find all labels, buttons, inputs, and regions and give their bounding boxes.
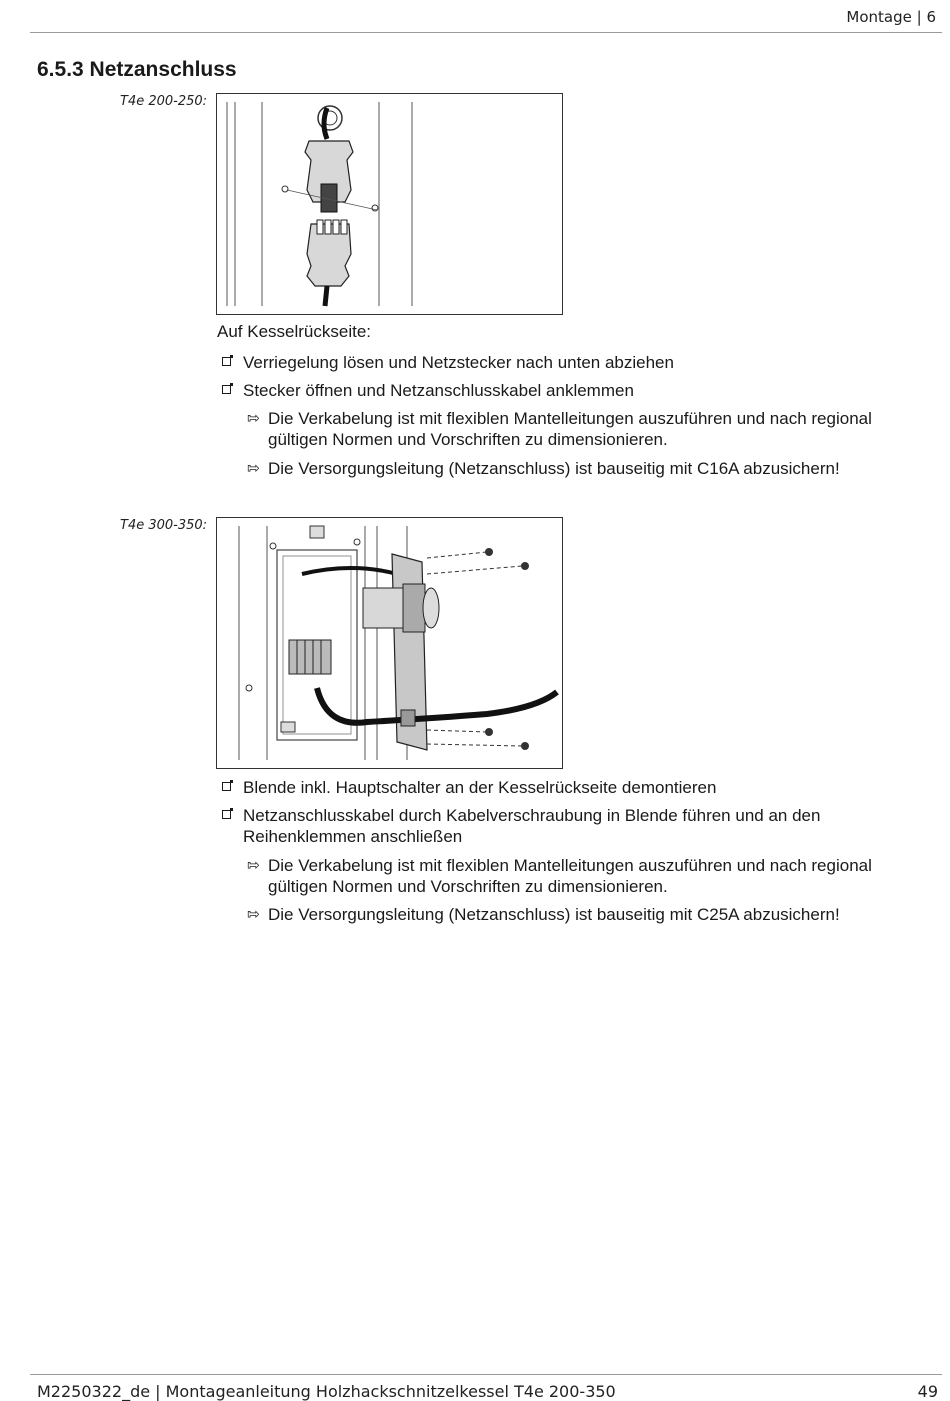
- checkbox-icon: [222, 357, 231, 366]
- result-text: Die Verkabelung ist mit flexiblen Mantelleitungen auszuführen und nach regional gültigen Normen und Vorschriften zu dimensionieren.: [268, 856, 872, 896]
- figure1-connector-illustration: [216, 93, 563, 315]
- footer-document-title: M2250322_de | Montageanleitung Holzhackschnitzelkessel T4e 200-350: [37, 1382, 616, 1401]
- figure1-label: T4e 200-250:: [120, 94, 208, 109]
- result-text: Die Versorgungsleitung (Netzanschluss) ist bauseitig mit C16A abzusichern!: [268, 459, 840, 478]
- result-text: Die Verkabelung ist mit flexiblen Mantelleitungen auszuführen und nach regional gültigen Normen und Vorschriften zu dimensionieren.: [268, 409, 872, 449]
- figure2-label: T4e 300-350:: [120, 518, 208, 533]
- result-text: Die Versorgungsleitung (Netzanschluss) ist bauseitig mit C25A abzusichern!: [268, 905, 840, 924]
- result-arrow-icon: ⇰: [247, 459, 260, 477]
- footer-divider: [30, 1374, 942, 1375]
- checkbox-icon: [222, 385, 231, 394]
- step-text: Netzanschlusskabel durch Kabelverschraubung in Blende führen und an den Reihenklemmen anschließen: [243, 806, 821, 846]
- step-text: Verriegelung lösen und Netzstecker nach unten abziehen: [243, 353, 674, 372]
- step-text: Stecker öffnen und Netzanschlusskabel anklemmen: [243, 381, 634, 400]
- section-title: 6.5.3 Netzanschluss: [37, 58, 237, 81]
- result-arrow-icon: ⇰: [247, 905, 260, 923]
- page-number: 49: [917, 1382, 938, 1401]
- result-arrow-icon: ⇰: [247, 856, 260, 874]
- checkbox-icon: [222, 782, 231, 791]
- result-arrow-icon: ⇰: [247, 409, 260, 427]
- instruction-intro: Auf Kesselrückseite:: [217, 322, 372, 341]
- figure2-panel-illustration: [216, 517, 563, 769]
- step-text: Blende inkl. Hauptschalter an der Kesselrückseite demontieren: [243, 778, 717, 797]
- checkbox-icon: [222, 810, 231, 819]
- page-header: [30, 0, 942, 33]
- header-chapter: Montage | 6: [846, 8, 936, 26]
